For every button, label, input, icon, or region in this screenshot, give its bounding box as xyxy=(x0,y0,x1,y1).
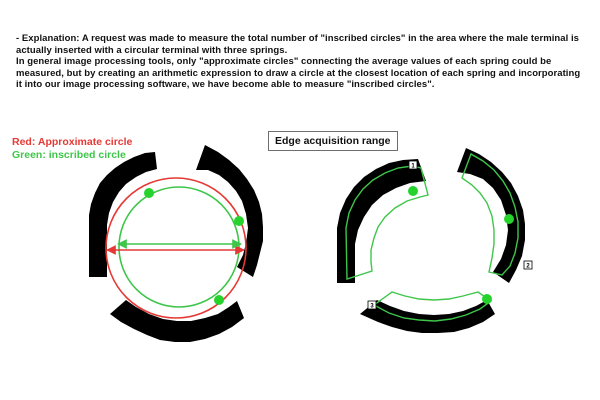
contact-point-top xyxy=(144,188,154,198)
edge-acquisition-range-label: Edge acquisition range xyxy=(268,131,398,151)
explanation-line-1: - Explanation: A request was made to measure the total number of "inscribed circles" in the area where the male terminal is actually inserted with a circular terminal with three springs. xyxy=(16,33,579,56)
spring-right-diagram-bottom xyxy=(360,300,495,333)
edge-contact-point-2 xyxy=(504,214,514,224)
spring-upper-right xyxy=(196,145,263,277)
spring-index-1-label: 1 xyxy=(411,163,415,170)
spring-index-1 xyxy=(409,161,417,170)
explanation-line-2: In general image processing tools, only "approximate circles" connecting the average values of each spring could be measured, but by creating an arithmetic expression to draw a circle at the closest location of each spring and incorporating it into our image processing software, we have become able to measure "inscribed circles". xyxy=(16,56,581,91)
left-terminal-diagram xyxy=(89,145,263,342)
approximate-circle xyxy=(106,178,246,318)
right-edge-acquisition-diagram xyxy=(337,148,532,333)
spring-index-3-label: 3 xyxy=(370,303,374,310)
spring-left xyxy=(89,152,157,277)
spring-index-2-label: 2 xyxy=(526,263,530,270)
legend-inscribed-circle: Green: inscribed circle xyxy=(12,149,126,161)
contact-point-bottom xyxy=(214,295,224,305)
spring-index-2 xyxy=(524,261,532,270)
edge-contact-point-1 xyxy=(408,186,418,196)
spring-index-3 xyxy=(368,301,376,310)
legend-approximate-circle: Red: Approximate circle xyxy=(12,136,133,148)
contact-point-right xyxy=(234,216,244,226)
inscribed-circle xyxy=(119,187,239,307)
edge-contact-point-3 xyxy=(482,294,492,304)
